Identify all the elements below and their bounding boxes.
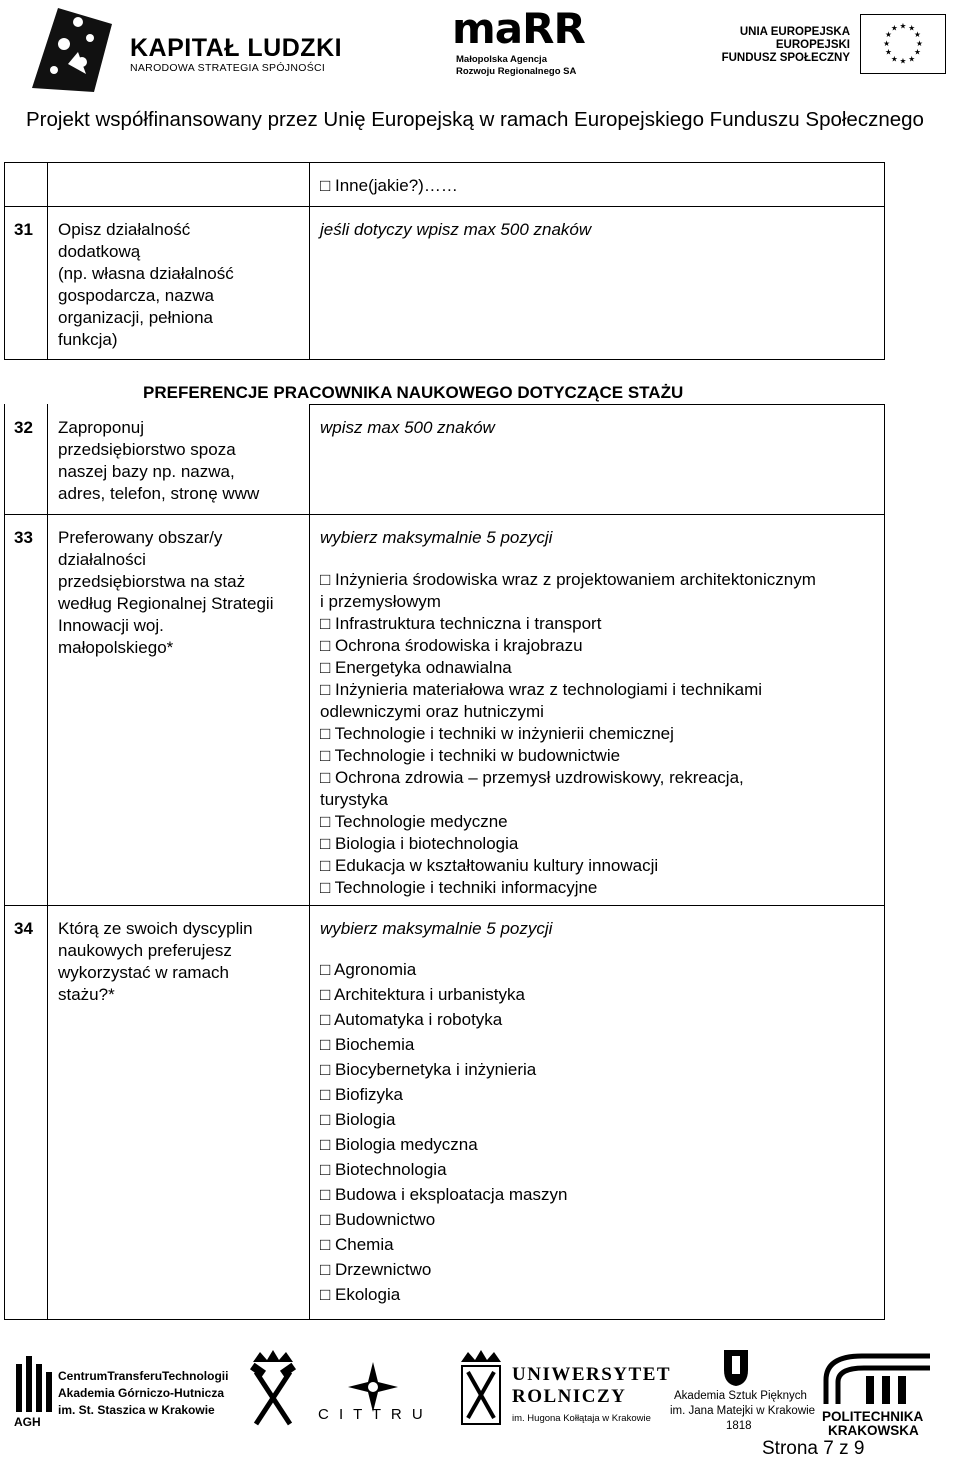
pk-logo: [818, 1340, 942, 1436]
question-line: przedsiębiorstwo spoza: [58, 440, 236, 459]
pk-text-line: POLITECHNIKA: [822, 1409, 924, 1424]
option-checkbox[interactable]: □ Agronomia: [320, 960, 417, 979]
question-line: Zaproponuj: [58, 418, 145, 437]
project-cofinancing-line: Projekt współfinansowany przez Unię Europejską w ramach Europejskiego Funduszu Społecznego: [26, 108, 924, 131]
agh-logo: [14, 1340, 234, 1436]
table-border: [4, 905, 884, 906]
option-checkbox[interactable]: □ Inżynieria materiałowa wraz z technologiami i technikami: [320, 680, 763, 699]
asp-text-line: im. Jana Matejki w Krakowie: [670, 1405, 816, 1417]
agh-text-line: CentrumTransferuTechnologii: [58, 1369, 229, 1383]
question-line: Preferowany obszar/y: [58, 528, 223, 547]
asp-logo: [668, 1340, 816, 1436]
option-checkbox[interactable]: □ Technologie i techniki informacyjne: [320, 878, 598, 897]
table-border: [309, 404, 885, 405]
eu-text-line: FUNDUSZ SPOŁECZNY: [721, 52, 850, 64]
row-number: 32: [14, 418, 33, 437]
option-checkbox[interactable]: □ Ochrona zdrowia – przemysł uzdrowiskowy, rekreacja,: [320, 768, 744, 787]
svg-text:★: ★: [883, 38, 891, 48]
marr-wordmark: maRR: [452, 4, 585, 53]
option-checkbox[interactable]: □ Biotechnologia: [320, 1160, 447, 1179]
table-border: [4, 162, 5, 360]
question-line: funkcja): [58, 330, 118, 349]
table-border: [309, 404, 310, 1320]
kapital-ludzki-title: KAPITAŁ LUDZKI: [130, 34, 343, 62]
option-checkbox[interactable]: □ Budownictwo: [320, 1210, 436, 1229]
question-line: przedsiębiorstwa na staż: [58, 572, 246, 591]
question-line: organizacji, pełniona: [58, 308, 213, 327]
option-continuation: i przemysłowym: [320, 592, 441, 611]
table-border: [4, 359, 884, 360]
answer-field-31[interactable]: jeśli dotyczy wpisz max 500 znaków: [320, 220, 592, 239]
svg-text:★: ★: [885, 30, 892, 40]
agh-abbr: AGH: [14, 1415, 41, 1429]
question-line: (np. własna działalność: [58, 264, 234, 283]
option-checkbox[interactable]: □ Automatyka i robotyka: [320, 1010, 503, 1029]
option-checkbox[interactable]: □ Budowa i eksploatacja maszyn: [320, 1185, 568, 1204]
eu-text-line: UNIA EUROPEJSKA: [739, 26, 850, 38]
question-line: stażu?*: [58, 985, 115, 1004]
marr-subtitle-line: Małopolska Agencja: [456, 54, 547, 65]
question-line: małopolskiego*: [58, 638, 174, 657]
svg-text:★: ★: [885, 47, 892, 57]
option-checkbox[interactable]: □ Ochrona środowiska i krajobrazu: [320, 636, 583, 655]
asp-emblem-icon: [718, 1348, 754, 1388]
ur-crest-icon: [456, 1348, 506, 1428]
agh-text-line: im. St. Staszica w Krakowie: [58, 1403, 215, 1417]
svg-text:★: ★: [890, 23, 898, 33]
question-line: gospodarcza, nazwa: [58, 286, 214, 305]
question-line: naukowych preferujesz: [58, 941, 232, 960]
option-checkbox[interactable]: □ Chemia: [320, 1235, 394, 1254]
ur-text-line: UNIWERSYTET: [512, 1364, 672, 1385]
option-checkbox[interactable]: □ Ekologia: [320, 1285, 401, 1304]
table-border: [884, 162, 885, 360]
option-checkbox[interactable]: □ Inżynieria środowiska wraz z projektowaniem architektonicznym: [320, 570, 816, 589]
svg-text:★: ★: [914, 47, 921, 57]
cittru-logo: [318, 1340, 442, 1436]
table-border: [309, 162, 310, 360]
table-border: [4, 206, 884, 207]
svg-text:★: ★: [915, 38, 923, 48]
cittru-star-icon: [348, 1362, 398, 1412]
question-line: działalności: [58, 550, 146, 569]
question-line: Innowacji woj.: [58, 616, 164, 635]
svg-text:★: ★: [899, 56, 907, 66]
question-line: wykorzystać w ramach: [58, 963, 229, 982]
option-checkbox[interactable]: □ Architektura i urbanistyka: [320, 985, 525, 1004]
option-checkbox[interactable]: □ Biologia medyczna: [320, 1135, 478, 1154]
option-checkbox[interactable]: □ Energetyka odnawialna: [320, 658, 512, 677]
row-number: 34: [14, 919, 33, 938]
option-continuation: turystyka: [320, 790, 389, 809]
table-border: [4, 1319, 884, 1320]
ur-text-line: im. Hugona Kołłątaja w Krakowie: [512, 1413, 651, 1424]
table-border: [4, 514, 884, 515]
crest-hammers-icon: [248, 1348, 298, 1428]
agh-text-line: Akademia Górniczo-Hutnicza: [58, 1386, 225, 1400]
svg-text:★: ★: [908, 54, 916, 64]
option-continuation: odlewniczymi oraz hutniczymi: [320, 702, 544, 721]
option-checkbox[interactable]: □ Biologia i biotechnologia: [320, 834, 519, 853]
svg-text:★: ★: [914, 30, 921, 40]
row-number: 33: [14, 528, 33, 547]
question-line: Opisz działalność: [58, 220, 191, 239]
table-border: [4, 162, 884, 163]
pk-text-line: KRAKOWSKA: [828, 1423, 919, 1438]
svg-text:★: ★: [890, 54, 898, 64]
question-line: według Regionalnej Strategii: [58, 594, 274, 613]
question-line: Którą ze swoich dyscyplin: [58, 919, 253, 938]
instruction-33: wybierz maksymalnie 5 pozycji: [320, 528, 553, 547]
option-checkbox[interactable]: □ Technologie medyczne: [320, 812, 508, 831]
answer-field-32[interactable]: wpisz max 500 znaków: [320, 418, 495, 437]
svg-text:★: ★: [908, 23, 916, 33]
ur-logo: [456, 1340, 672, 1436]
option-checkbox[interactable]: □ Biofizyka: [320, 1085, 404, 1104]
kapital-ludzki-subtitle: NARODOWA STRATEGIA SPÓJNOŚCI: [130, 62, 326, 74]
instruction-34: wybierz maksymalnie 5 pozycji: [320, 919, 553, 938]
svg-text:★: ★: [899, 21, 907, 31]
option-checkbox[interactable]: □ Technologie i techniki w budownictwie: [320, 746, 621, 765]
asp-text-line: 1818: [726, 1420, 752, 1432]
ur-text-line: ROLNICZY: [512, 1386, 627, 1407]
option-checkbox[interactable]: □ Biochemia: [320, 1035, 415, 1054]
option-checkbox[interactable]: □ Infrastruktura techniczna i transport: [320, 614, 602, 633]
table-border: [4, 404, 5, 1320]
table-border: [47, 404, 48, 1320]
option-other-checkbox[interactable]: □ Inne(jakie?)……: [320, 176, 458, 195]
cittru-text: C I T T R U: [318, 1406, 426, 1423]
option-checkbox[interactable]: □ Drzewnictwo: [320, 1260, 432, 1279]
table-border: [47, 162, 48, 360]
section-title: PREFERENCJE PRACOWNIKA NAUKOWEGO DOTYCZĄCE STAŻU: [143, 383, 684, 402]
asp-text-line: Akademia Sztuk Pięknych: [674, 1390, 807, 1402]
marr-subtitle-line: Rozwoju Regionalnego SA: [456, 66, 577, 77]
option-checkbox[interactable]: □ Biologia: [320, 1110, 396, 1129]
pk-emblem-icon: [822, 1352, 934, 1408]
option-checkbox[interactable]: □ Technologie i techniki w inżynierii chemicznej: [320, 724, 674, 743]
question-line: adres, telefon, stronę www: [58, 484, 260, 503]
question-line: naszej bazy np. nazwa,: [58, 462, 235, 481]
eu-text-line: EUROPEJSKI: [775, 39, 850, 51]
option-checkbox[interactable]: □ Biocybernetyka i inżynieria: [320, 1060, 537, 1079]
page-number: Strona 7 z 9: [762, 1438, 865, 1459]
question-line: dodatkową: [58, 242, 141, 261]
agh-emblem-icon: [14, 1354, 54, 1414]
table-border: [884, 404, 885, 1320]
row-number: 31: [14, 220, 33, 239]
option-checkbox[interactable]: □ Edukacja w kształtowaniu kultury innowacji: [320, 856, 659, 875]
